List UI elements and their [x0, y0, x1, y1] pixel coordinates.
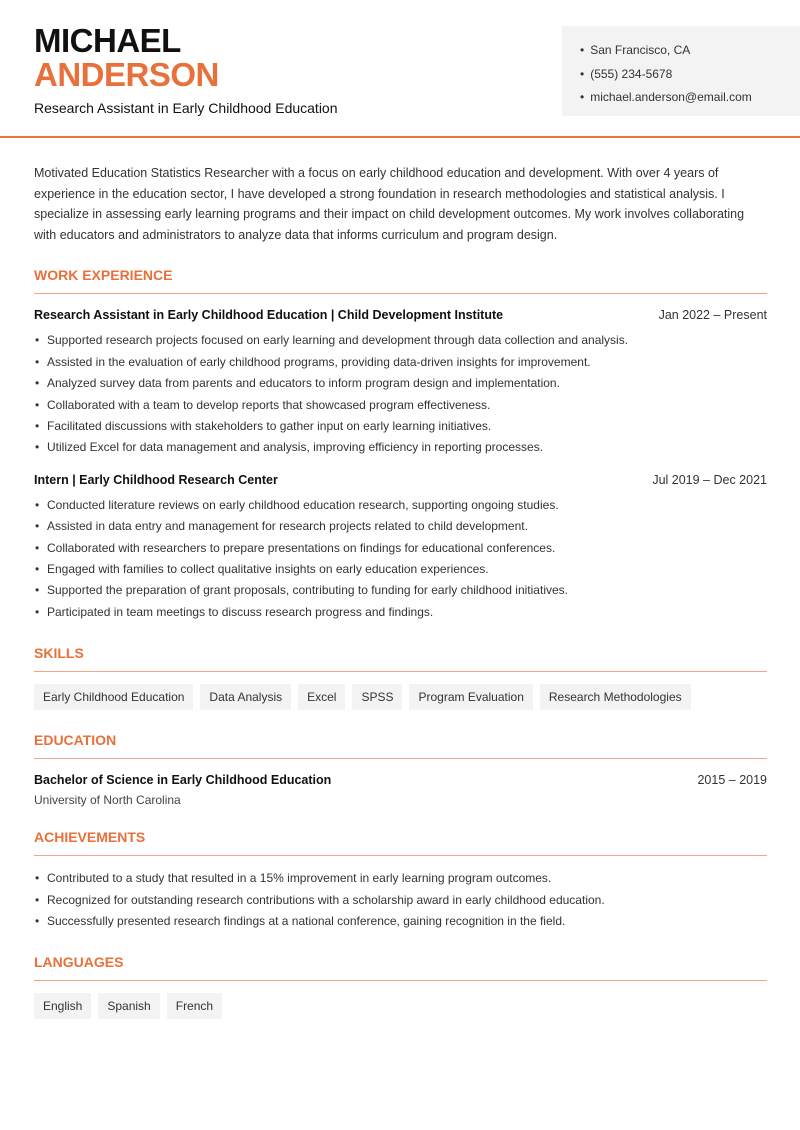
job-entry-dates: Jan 2022 – Present	[658, 308, 767, 323]
job-header	[34, 473, 767, 487]
achievement-item: • Recognized for outstanding research contributions with a scholarship award in early childhood education.	[34, 890, 767, 911]
bullet-item: • Supported the preparation of grant proposals, contributing to funding for early childhood initiatives.	[34, 580, 767, 601]
contact-location: • San Francisco, CA	[580, 39, 800, 63]
skills-list	[34, 684, 767, 710]
bullet-item: • Utilized Excel for data management and analysis, improving efficiency in reporting processes.	[34, 437, 767, 458]
bullet-item: • Engaged with families to collect qualitative insights on early education experiences.	[34, 559, 767, 580]
achievements-list	[34, 868, 767, 932]
bullet-item: • Facilitated discussions with stakeholders to gather input on early learning initiatives.	[34, 416, 767, 437]
job-entry-title: Research Assistant in Early Childhood Education | Child Development Institute	[34, 308, 504, 323]
job-entry	[34, 473, 767, 623]
achievement-item: • Contributed to a study that resulted in a 15% improvement in early learning program outcomes.	[34, 868, 767, 889]
summary: Motivated Education Statistics Researcher with a focus on early childhood education and development. With over 4 years of experience in the education sector, I have developed a strong foundation in research methodologies and statistical analysis. I specialize in assessing early learning programs and their impact on child development outcomes. My work involves collaborating with educators and administrators to analyze data that informs curriculum and program design.	[34, 166, 745, 242]
contact-phone: • (555) 234-5678	[580, 63, 800, 87]
section-heading-work: WORK EXPERIENCE	[34, 267, 767, 294]
languages-list	[34, 993, 767, 1019]
first-name: MICHAEL	[34, 22, 181, 59]
job-title: Research Assistant in Early Childhood Education	[34, 100, 338, 116]
education-dates: 2015 – 2019	[697, 773, 767, 788]
resume-body	[34, 163, 767, 1019]
bullet-item: • Collaborated with a team to develop reports that showcased program effectiveness.	[34, 395, 767, 416]
skill-tag: Early Childhood Education	[34, 684, 193, 710]
language-tag: French	[167, 993, 222, 1019]
candidate-name	[34, 24, 219, 92]
skill-tag: Program Evaluation	[409, 684, 532, 710]
section-heading-education: EDUCATION	[34, 732, 767, 759]
bullet-item: • Assisted in the evaluation of early childhood programs, providing data-driven insights for improvement.	[34, 352, 767, 373]
contact-box	[562, 26, 800, 116]
skill-tag: Excel	[298, 684, 345, 710]
bullet-item: • Assisted in data entry and management for research projects related to child development.	[34, 516, 767, 537]
section-heading-achievements: ACHIEVEMENTS	[34, 829, 767, 856]
job-entry-dates: Jul 2019 – Dec 2021	[652, 472, 767, 487]
job-entry-title: Intern | Early Childhood Research Center	[34, 472, 278, 487]
achievement-item: • Successfully presented research findings at a national conference, gaining recognition in the field.	[34, 911, 767, 932]
bullet-item: • Conducted literature reviews on early childhood education research, supporting ongoing studies.	[34, 495, 767, 516]
contact-email[interactable]: • michael.anderson@email.com	[580, 86, 800, 110]
bullet-item: • Participated in team meetings to discuss research progress and findings.	[34, 602, 767, 623]
language-tag: Spanish	[98, 993, 159, 1019]
bullet-item: • Collaborated with researchers to prepare presentations on findings for educational conferences.	[34, 538, 767, 559]
job-header	[34, 308, 767, 322]
resume-header	[0, 0, 800, 138]
education-entry	[34, 773, 767, 807]
last-name: ANDERSON	[34, 56, 219, 93]
skill-tag: Data Analysis	[200, 684, 291, 710]
bullet-item: • Analyzed survey data from parents and educators to inform program design and implementation.	[34, 373, 767, 394]
language-tag: English	[34, 993, 91, 1019]
skill-tag: SPSS	[352, 684, 402, 710]
job-entry	[34, 308, 767, 458]
section-heading-skills: SKILLS	[34, 645, 767, 672]
bullet-item: • Supported research projects focused on early learning and development through data collection and analysis.	[34, 330, 767, 351]
section-heading-languages: LANGUAGES	[34, 954, 767, 981]
skill-tag: Research Methodologies	[540, 684, 691, 710]
job-bullets	[34, 495, 767, 623]
school: University of North Carolina	[34, 793, 181, 808]
job-bullets	[34, 330, 767, 458]
degree: Bachelor of Science in Early Childhood Education	[34, 773, 332, 788]
